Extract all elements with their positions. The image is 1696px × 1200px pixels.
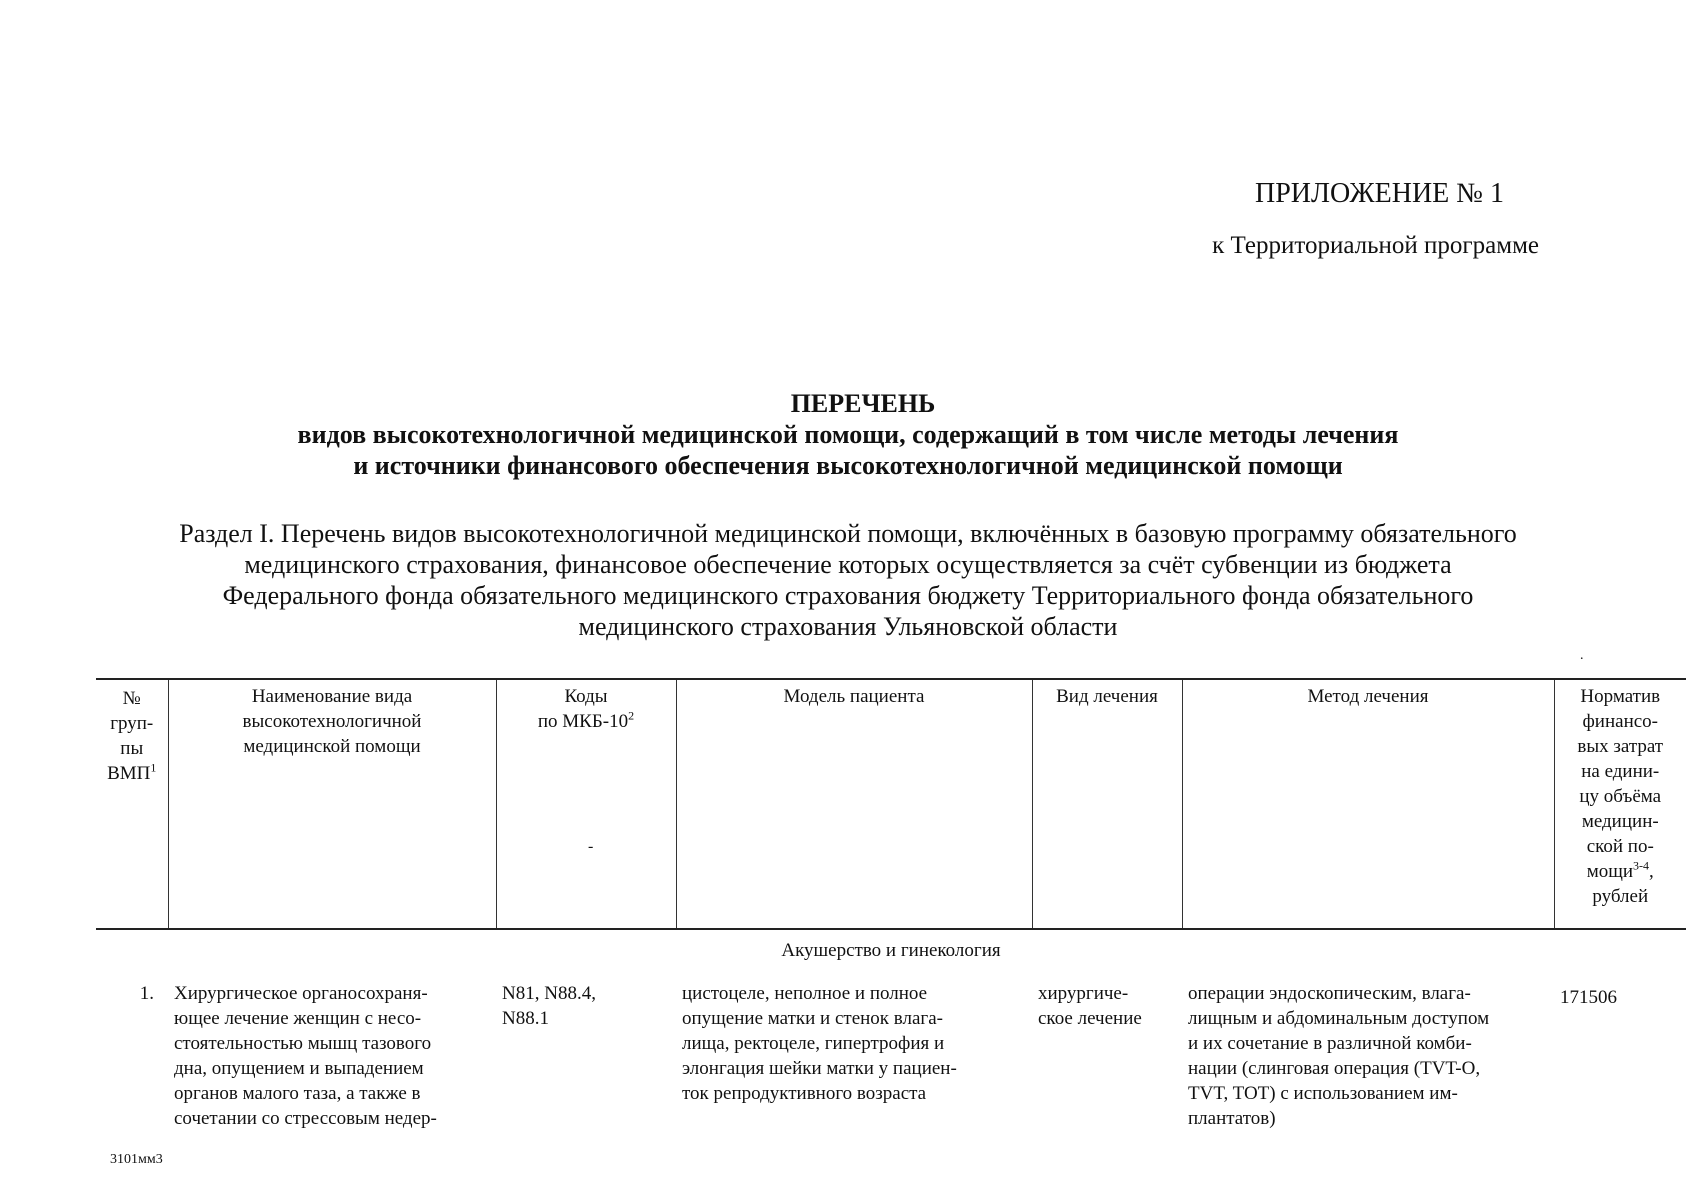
header-treatment-method: Метод лечения [1182, 679, 1554, 929]
header-group-number: № груп- пы ВМП$^1$ [96, 679, 168, 929]
row-icd-codes: N81, N88.4, N88.1 [502, 983, 596, 1029]
document-title [0, 388, 1696, 481]
header-treatment-type: Вид лечения [1032, 679, 1182, 929]
scan-dot: . [1580, 648, 1584, 663]
title-line-2: видов высокотехнологичной медицинской помощи, содержащий в том числе методы лечения [297, 420, 1399, 449]
row-cost-norm: 171506 [1560, 987, 1617, 1008]
section-line-2: медицинского страхования, финансовое обеспечение которых осуществляется за счёт субвенции из бюджета [244, 550, 1452, 579]
row-treatment-method: операции эндоскопическим, влага- лищным и абдоминальным доступом и их сочетание в различной комби- нации (слинговая операция (TVT-O, TVT, TOT) с использованием им- плантатов) [1188, 983, 1490, 1129]
table-row [96, 981, 1686, 1131]
row-treatment-type: хирургиче- ское лечение [1038, 983, 1142, 1029]
header-patient-model: Модель пациента [676, 679, 1032, 929]
row-number: 1. [139, 983, 154, 1004]
row-patient-model: цистоцеле, неполное и полное опущение матки и стенок влага- лища, ректоцеле, гипертрофия и элонгация шейки матки у пациен- ток репродуктивного возраста [682, 983, 957, 1104]
title-line-3: и источники финансового обеспечения высокотехнологичной медицинской помощи [353, 451, 1343, 480]
section-line-4: медицинского страхования Ульяновской области [578, 612, 1118, 641]
table-header-row [96, 679, 1686, 929]
row-vmp-name: Хирургическое органосохраня- ющее лечение женщин с несо- стоятельностью мышц тазового дна, опущением и выпадением органов малого таза, а также в сочетании со стрессовым недер- [174, 983, 437, 1129]
section-title: Акушерство и гинекология [781, 940, 1001, 961]
section-row [96, 929, 1686, 981]
appendix-title: ПРИЛОЖЕНИЕ № 1 [1255, 178, 1504, 209]
title-line-1: ПЕРЕЧЕНЬ [790, 389, 936, 418]
appendix-subtitle: к Территориальной программе [1212, 232, 1539, 259]
header-vmp-name: Наименование вида высокотехнологичной медицинской помощи [168, 679, 496, 929]
section-line-1: Раздел I. Перечень видов высокотехнологичной медицинской помощи, включённых в базовую программу обязательного [179, 519, 1517, 548]
header-icd-codes: Коды по МКБ-$10^2$ [496, 679, 676, 929]
header-cost-norm: Норматив финансо- вых затрат на едини- цу объёма медицин- ской по- мощи$^{3-4}$, рублей [1554, 679, 1686, 929]
section-line-3: Федерального фонда обязательного медицинского страхования бюджету Территориального фонда обязательного [222, 581, 1474, 610]
footer-code: 3101мм3 [110, 1152, 163, 1167]
section-heading [100, 518, 1596, 642]
vmp-table [96, 678, 1686, 1131]
scan-dash: - [588, 838, 594, 855]
